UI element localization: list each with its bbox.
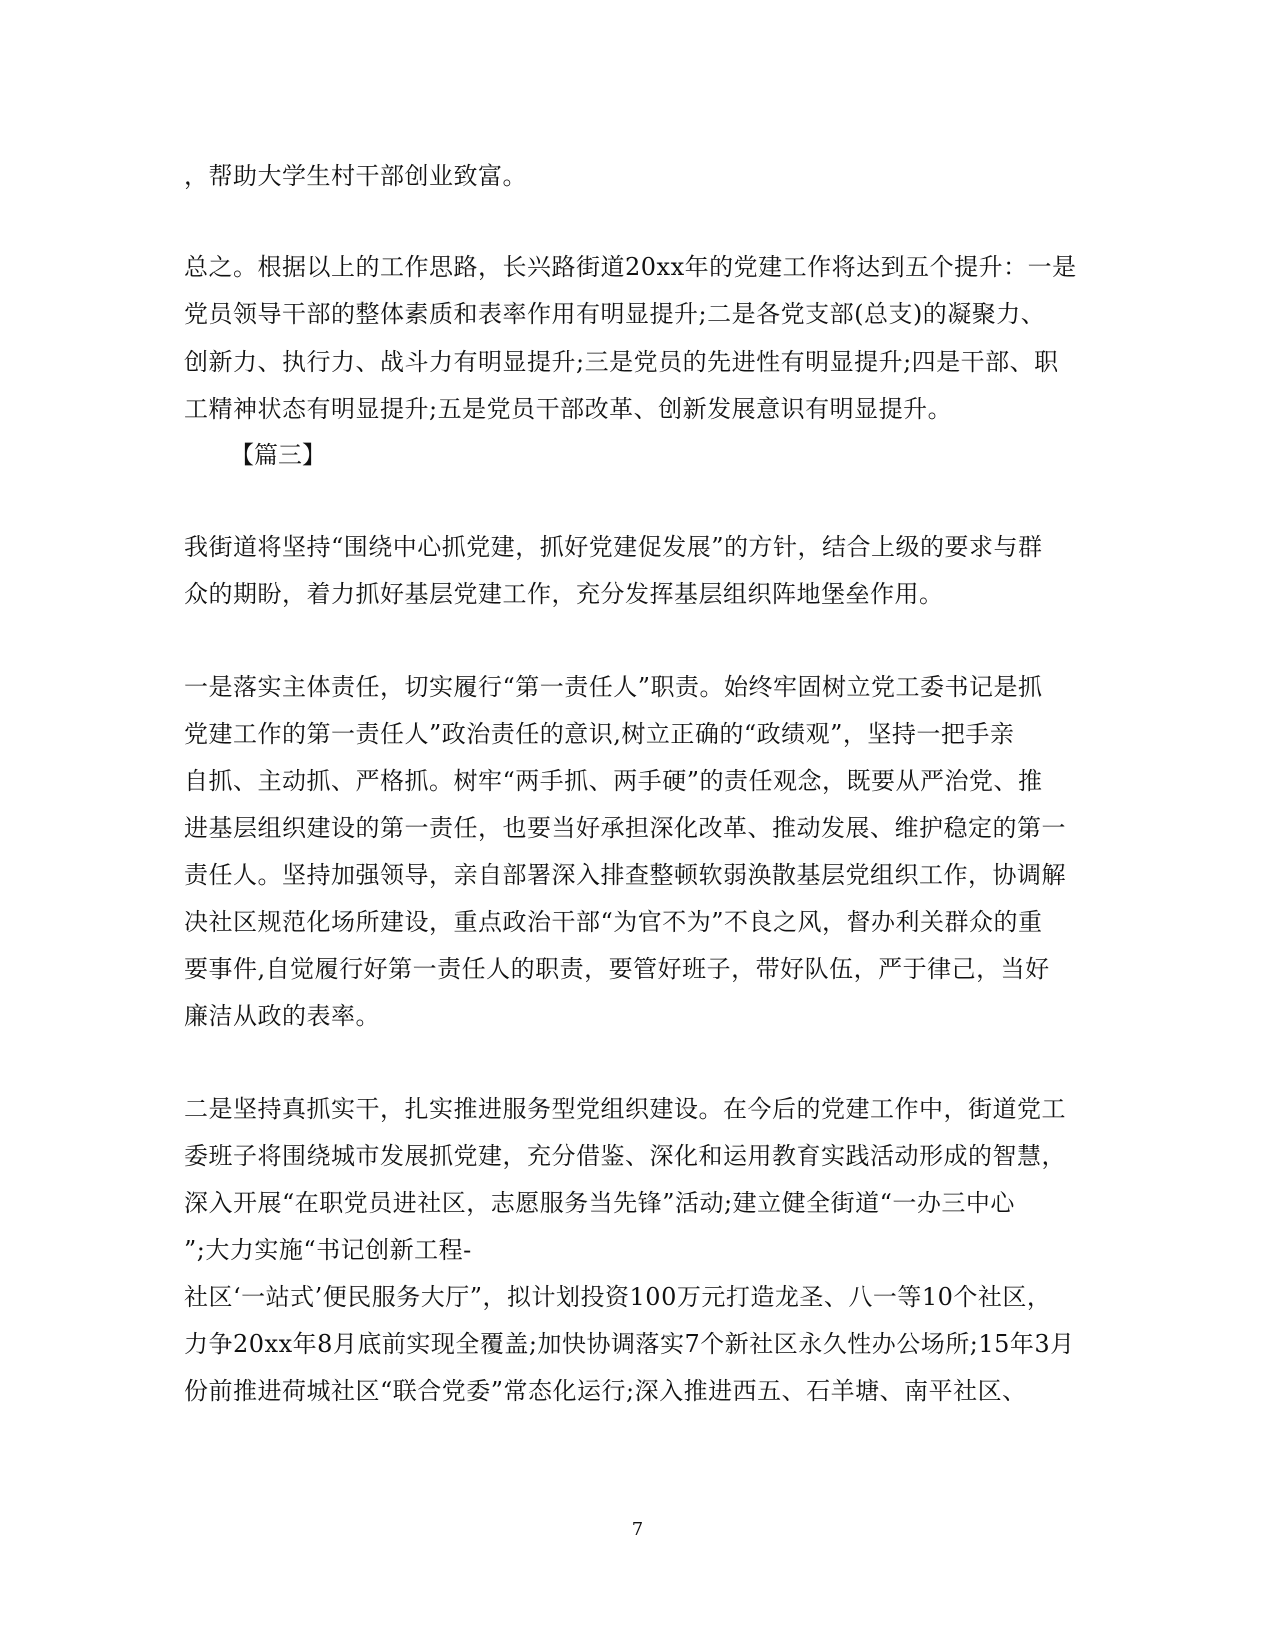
text-line: 决社区规范化场所建设，重点政治干部“为官不为”不良之风，督办利关群众的重 bbox=[184, 908, 1043, 936]
text-line: 总之。根据以上的工作思路，长兴路街道20xx年的党建工作将达到五个提升：一是 bbox=[184, 253, 1077, 281]
text-line: 深入开展“在职党员进社区，志愿服务当先锋”活动;建立健全街道“一办三中心 bbox=[184, 1189, 1015, 1217]
text-line: 党建工作的第一责任人”政治责任的意识,树立正确的“政绩观”，坚持一把手亲 bbox=[184, 720, 1015, 748]
text-line: 我街道将坚持“围绕中心抓党建，抓好党建促发展”的方针，结合上级的要求与群 bbox=[184, 533, 1043, 561]
section-heading: 【篇三】 bbox=[230, 441, 326, 469]
text-line: 委班子将围绕城市发展抓党建，充分借鉴、深化和运用教育实践活动形成的智慧， bbox=[184, 1142, 1066, 1170]
page-number: 7 bbox=[631, 1519, 644, 1540]
text-line: ，帮助大学生村干部创业致富。 bbox=[184, 162, 527, 190]
text-line: 进基层组织建设的第一责任，也要当好承担深化改革、推动发展、维护稳定的第一 bbox=[184, 814, 1066, 842]
text-line: 二是坚持真抓实干，扎实推进服务型党组织建设。在今后的党建工作中，街道党工 bbox=[184, 1095, 1066, 1123]
text-line: 社区‘一站式’便民服务大厅”，拟计划投资100万元打造龙圣、八一等10个社区， bbox=[184, 1283, 1052, 1311]
text-line: 责任人。坚持加强领导，亲自部署深入排查整顿软弱涣散基层党组织工作，协调解 bbox=[184, 861, 1066, 889]
text-line: 工精神状态有明显提升;五是党员干部改革、创新发展意识有明显提升。 bbox=[184, 395, 953, 423]
text-line: 创新力、执行力、战斗力有明显提升;三是党员的先进性有明显提升;四是干部、职 bbox=[184, 348, 1059, 376]
text-line: 廉洁从政的表率。 bbox=[184, 1002, 380, 1030]
text-line: 力争20xx年8月底前实现全覆盖;加快协调落实7个新社区永久性办公场所;15年3月 bbox=[184, 1330, 1075, 1358]
text-line: 众的期盼，着力抓好基层党建工作，充分发挥基层组织阵地堡垒作用。 bbox=[184, 580, 944, 608]
text-line: 一是落实主体责任，切实履行“第一责任人”职责。始终牢固树立党工委书记是抓 bbox=[184, 673, 1043, 701]
text-line: ”;大力实施“书记创新工程- bbox=[184, 1236, 472, 1264]
text-line: 自抓、主动抓、严格抓。树牢“两手抓、两手硬”的责任观念，既要从严治党、推 bbox=[184, 767, 1043, 795]
text-line: 份前推进荷城社区“联合党委”常态化运行;深入推进西五、石羊塘、南平社区、 bbox=[184, 1377, 1027, 1405]
text-line: 要事件,自觉履行好第一责任人的职责，要管好班子，带好队伍，严于律己，当好 bbox=[184, 955, 1050, 983]
text-line: 党员领导干部的整体素质和表率作用有明显提升;二是各党支部(总支)的凝聚力、 bbox=[184, 300, 1046, 328]
